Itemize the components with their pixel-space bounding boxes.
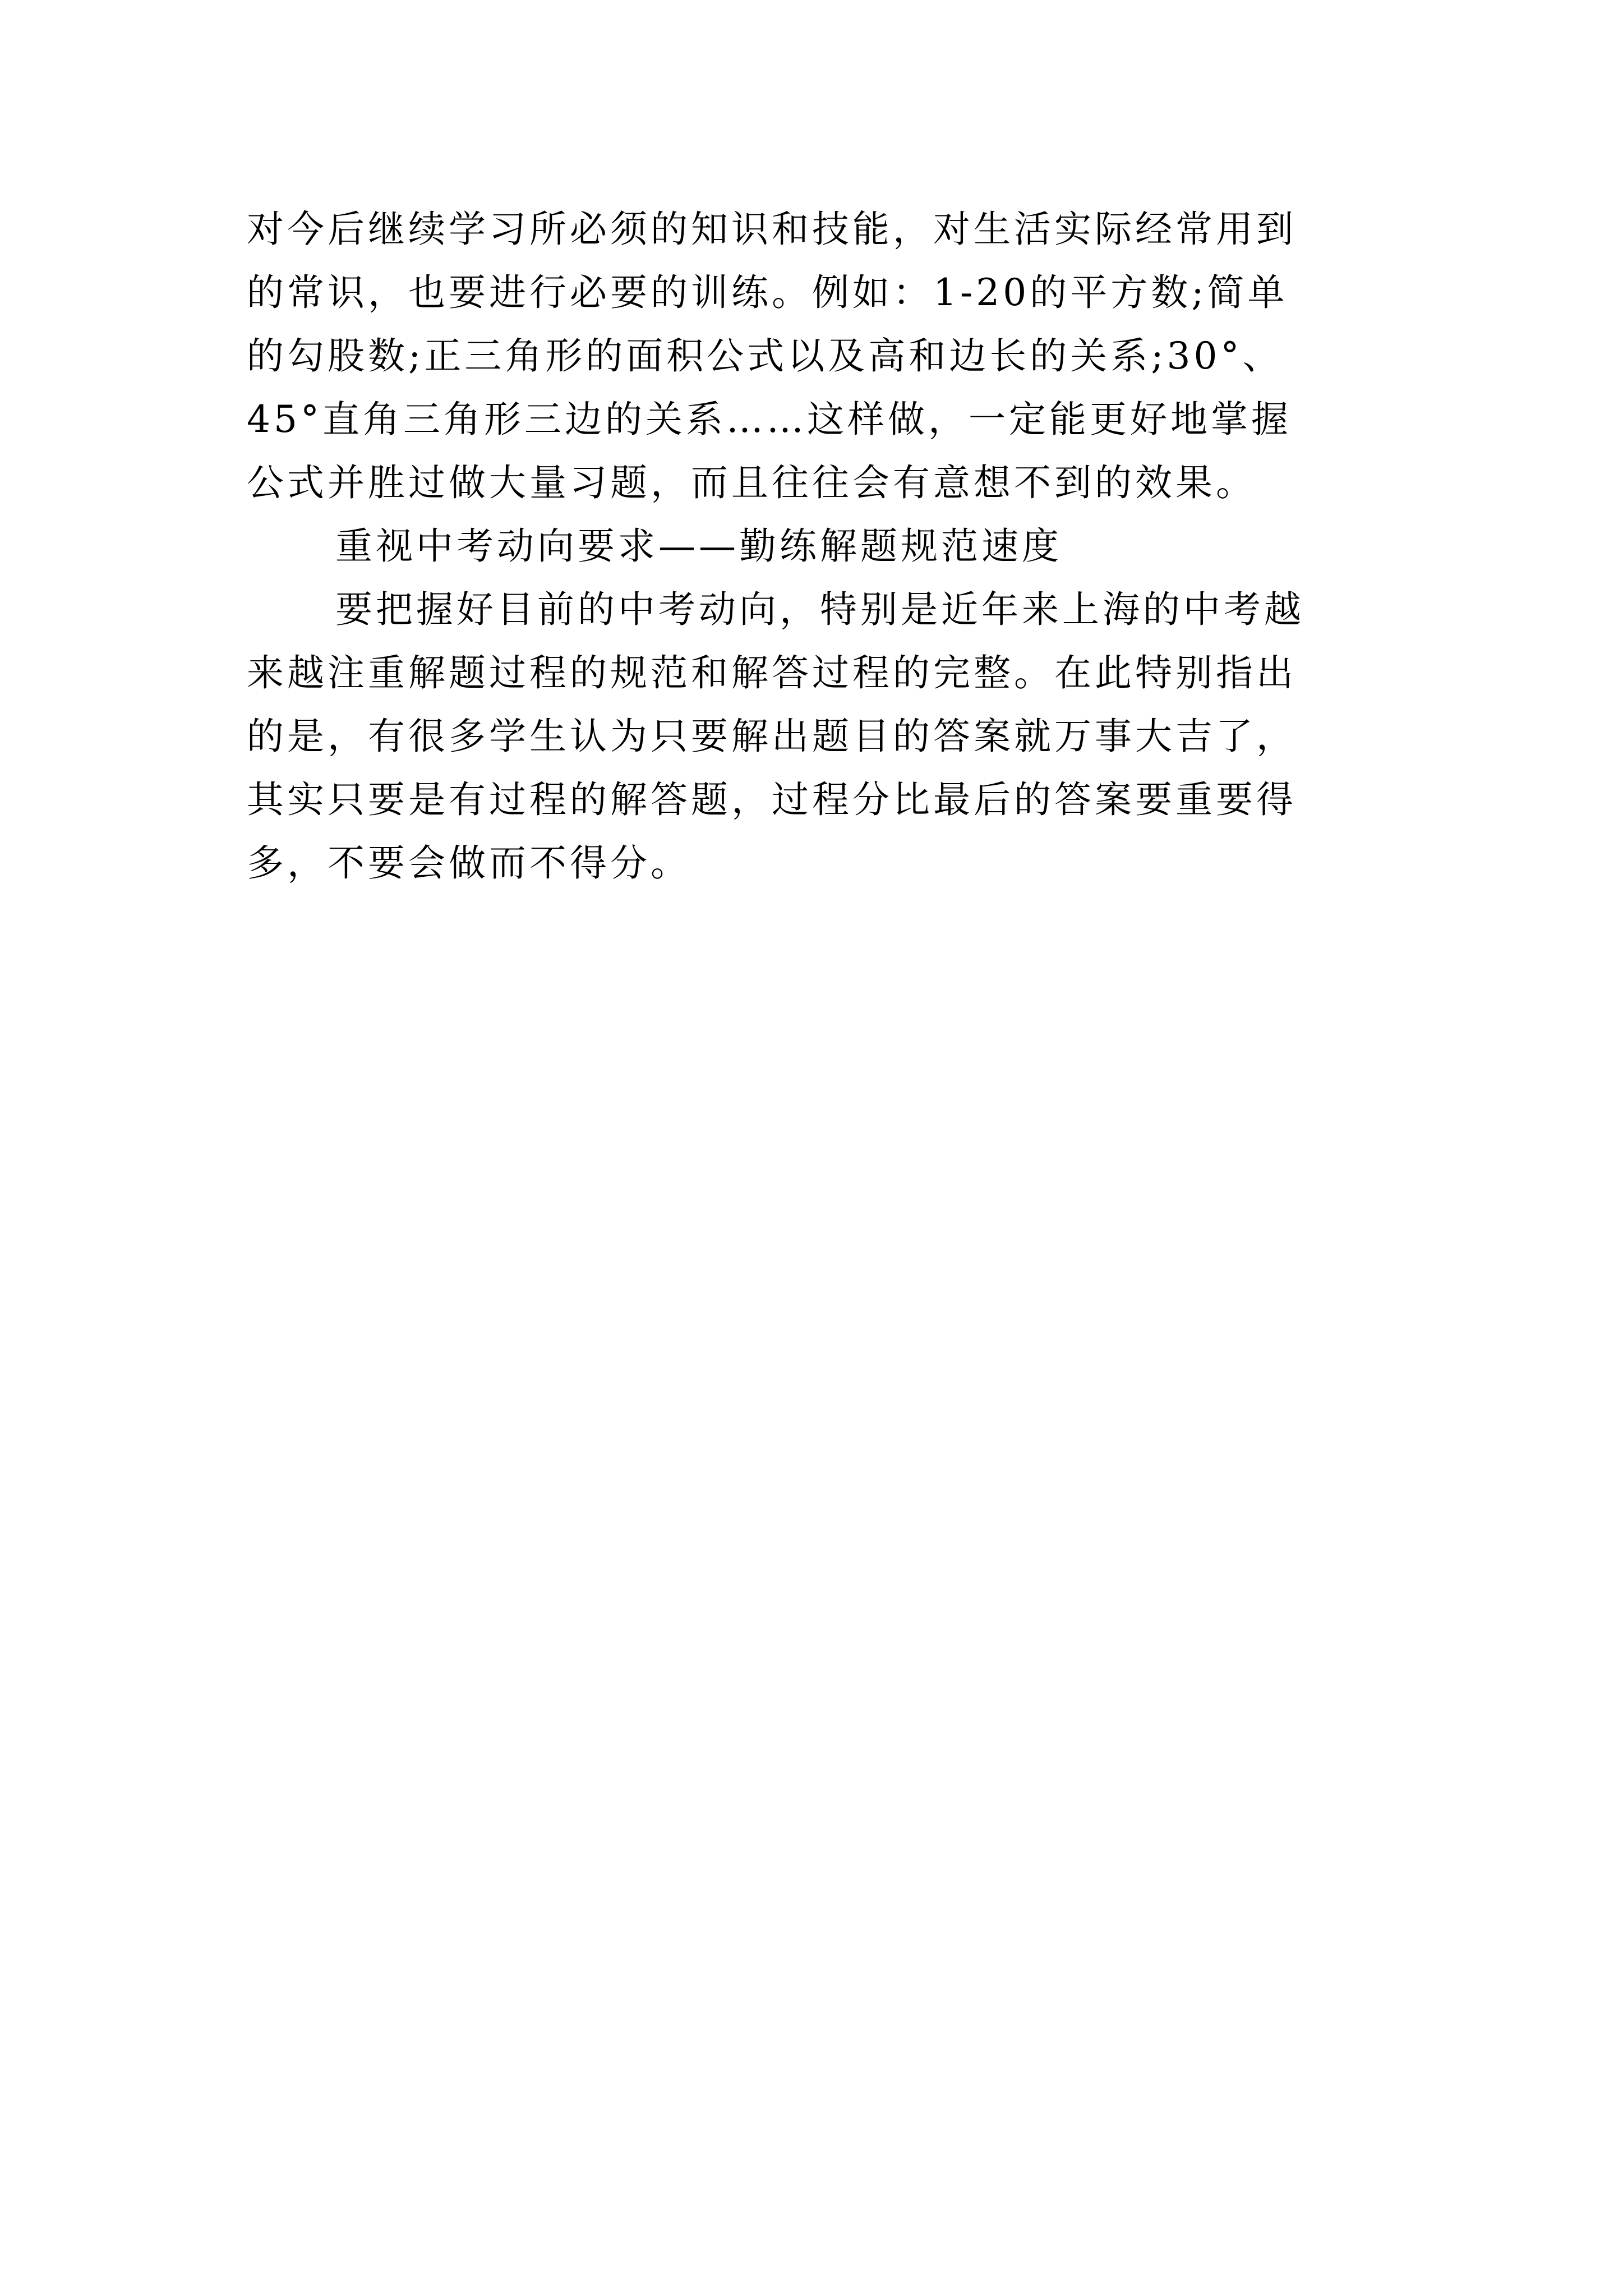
text-line: 的勾股数;正三角形的面积公式以及高和边长的关系;30°、 xyxy=(247,334,1283,378)
text-line: 来越注重解题过程的规范和解答过程的完整。在此特别指出 xyxy=(247,651,1297,694)
section-heading: 重视中考动向要求——勤练解题规范速度 xyxy=(335,524,1062,568)
text-line: 45°直角三角形三边的关系……这样做，一定能更好地掌握 xyxy=(247,398,1292,441)
text-line: 对今后继续学习所必须的知识和技能，对生活实际经常用到 xyxy=(247,208,1297,251)
text-line: 的常识，也要进行必要的训练。例如：1-20的平方数;简单 xyxy=(247,271,1288,314)
body-text xyxy=(247,197,1391,895)
text-line: 多，不要会做而不得分。 xyxy=(247,841,691,885)
text-line: 其实只要是有过程的解答题，过程分比最后的答案要重要得 xyxy=(247,778,1297,821)
text-line: 要把握好目前的中考动向，特别是近年来上海的中考越 xyxy=(335,588,1304,631)
text-line: 公式并胜过做大量习题，而且往往会有意想不到的效果。 xyxy=(247,461,1256,504)
text-line: 的是，有很多学生认为只要解出题目的答案就万事大吉了， xyxy=(247,715,1297,758)
